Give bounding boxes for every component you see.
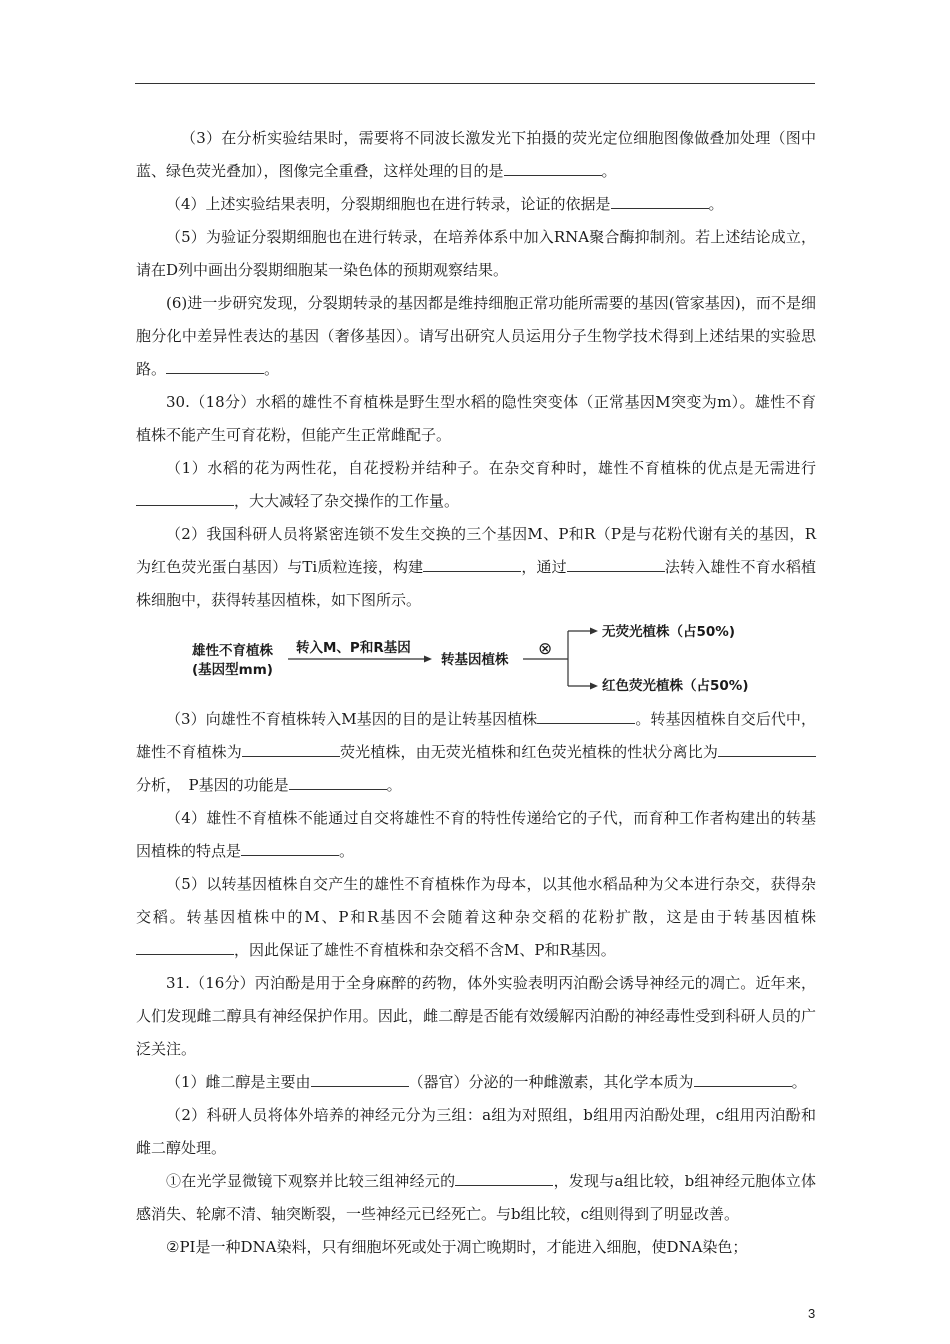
paragraph-q29-3: （3）在分析实验结果时，需要将不同波长激发光下拍摄的荧光定位细胞图像做叠加处理（图中蓝、绿色荧光叠加），图像完全重叠，这样处理的目的是 。 xyxy=(136,129,816,180)
question-31-part-2-2: ②PI是一种DNA染料，只有细胞坏死或处于凋亡晚期时，才能进入细胞，使DNA染色； xyxy=(166,1238,748,1256)
question-30-part-3: （3）向雄性不育植株转入M基因的目的是让转基因植株 。转基因植株自交后代中，雄性不育植株为 荧光植株，由无荧光植株和红色荧光植株的性状分离比为分析， P基因的功能是 。 xyxy=(136,703,816,802)
breeding-diagram xyxy=(136,621,816,701)
paragraph-q29-4: （4）上述实验结果表明，分裂期细胞也在进行转录，论证的依据是 。 xyxy=(136,188,816,221)
page-number: 3 xyxy=(808,1306,816,1321)
question-31-part-2: （2）科研人员将体外培养的神经元分为三组：a组为对照组，b组用丙泊酚处理，c组用丙泊酚和雌二醇处理。 xyxy=(136,1106,816,1157)
answer-blank xyxy=(311,1069,409,1087)
answer-blank xyxy=(567,554,665,572)
outcome-red-fluorescence: 红色荧光植株（占50%) xyxy=(602,678,749,694)
answer-blank xyxy=(537,706,635,724)
answer-blank xyxy=(694,1069,792,1087)
parent-genotype: (基因型mm) xyxy=(192,662,273,678)
page-content xyxy=(136,122,816,1264)
transgenic-plant: 转基因植株 xyxy=(441,652,509,668)
selfing-symbol: ⊗ xyxy=(538,639,553,659)
answer-blank xyxy=(136,488,234,506)
arrow-main-head xyxy=(424,656,432,663)
question-30-part-1: （1）水稻的花为两性花，自花授粉并结种子。在杂交育种时，雄性不育植株的优点是无需进行，大大减轻了杂交操作的工作量。 xyxy=(136,452,816,518)
parent-label: 雄性不育植株 xyxy=(192,643,273,659)
question-30-part-4: （4）雄性不育植株不能通过自交将雄性不育的特性传递给它的子代，而育种工作者构建出的转基因植株的特点是 。 xyxy=(136,809,816,860)
arrow-branch-bottom-head xyxy=(590,683,598,690)
question-31-part-2-1: ①在光学显微镜下观察并比较三组神经元的 ，发现与a组比较，b组神经元胞体立体感消失、轮廓不清、轴突断裂，一些神经元已经死亡。与b组比较，c组则得到了明显改善。 xyxy=(136,1165,816,1231)
answer-blank xyxy=(455,1168,553,1186)
answer-blank xyxy=(166,356,264,374)
answer-blank xyxy=(136,937,234,955)
question-30-intro: 30.（18分）水稻的雄性不育植株是野生型水稻的隐性突变体（正常基因M突变为m）。雄性不育植株不能产生可育花粉，但能产生正常雌配子。 xyxy=(136,393,816,444)
answer-blank xyxy=(718,739,816,757)
answer-blank xyxy=(504,158,602,176)
answer-blank xyxy=(423,554,521,572)
paragraph-q29-5: （5）为验证分裂期细胞也在进行转录，在培养体系中加入RNA聚合酶抑制剂。若上述结论成立，请在D列中画出分裂期细胞某一染色体的预期观察结果。 xyxy=(136,228,816,279)
outcome-no-fluorescence: 无荧光植株（占50%) xyxy=(602,624,735,640)
arrow-label: 转入M、P和R基因 xyxy=(296,640,411,656)
answer-blank xyxy=(289,772,387,790)
question-31-intro: 31.（16分）丙泊酚是用于全身麻醉的药物，体外实验表明丙泊酚会诱导神经元的凋亡。近年来，人们发现雌二醇具有神经保护作用。因此，雌二醇是否能有效缓解丙泊酚的神经毒性受到科研人员的广泛关注。 xyxy=(136,974,816,1058)
diagram-arrows xyxy=(136,621,816,701)
header-rule xyxy=(135,83,815,84)
answer-blank xyxy=(611,191,709,209)
question-30-part-2: （2）我国科研人员将紧密连锁不发生交换的三个基因M、P和R（P是与花粉代谢有关的基因，R为红色荧光蛋白基因）与Ti质粒连接，构建 ，通过 法转入雄性不育水稻植株细胞中，获得转基因植株，如下图所示。 xyxy=(136,525,816,609)
question-30-part-5: （5）以转基因植株自交产生的雄性不育植株作为母本，以其他水稻品种为父本进行杂交，获得杂交稻。转基因植株中的M、P和R基因不会随着这种杂交稻的花粉扩散，这是由于转基因植株，因此保证了雄性不育植株和杂交稻不含M、P和R基因。 xyxy=(136,875,816,959)
answer-blank xyxy=(241,838,339,856)
question-31-part-1: （1）雌二醇是主要由 （器官）分泌的一种雌激素，其化学本质为 。 xyxy=(136,1066,816,1099)
arrow-branch-top-head xyxy=(590,628,598,635)
paragraph-q29-6: (6)进一步研究发现，分裂期转录的基因都是维持细胞正常功能所需要的基因(管家基因)，而不是细胞分化中差异性表达的基因（奢侈基因）。请写出研究人员运用分子生物学技术得到上述结果的实验思路。 。 xyxy=(136,294,816,378)
answer-blank xyxy=(242,739,340,757)
